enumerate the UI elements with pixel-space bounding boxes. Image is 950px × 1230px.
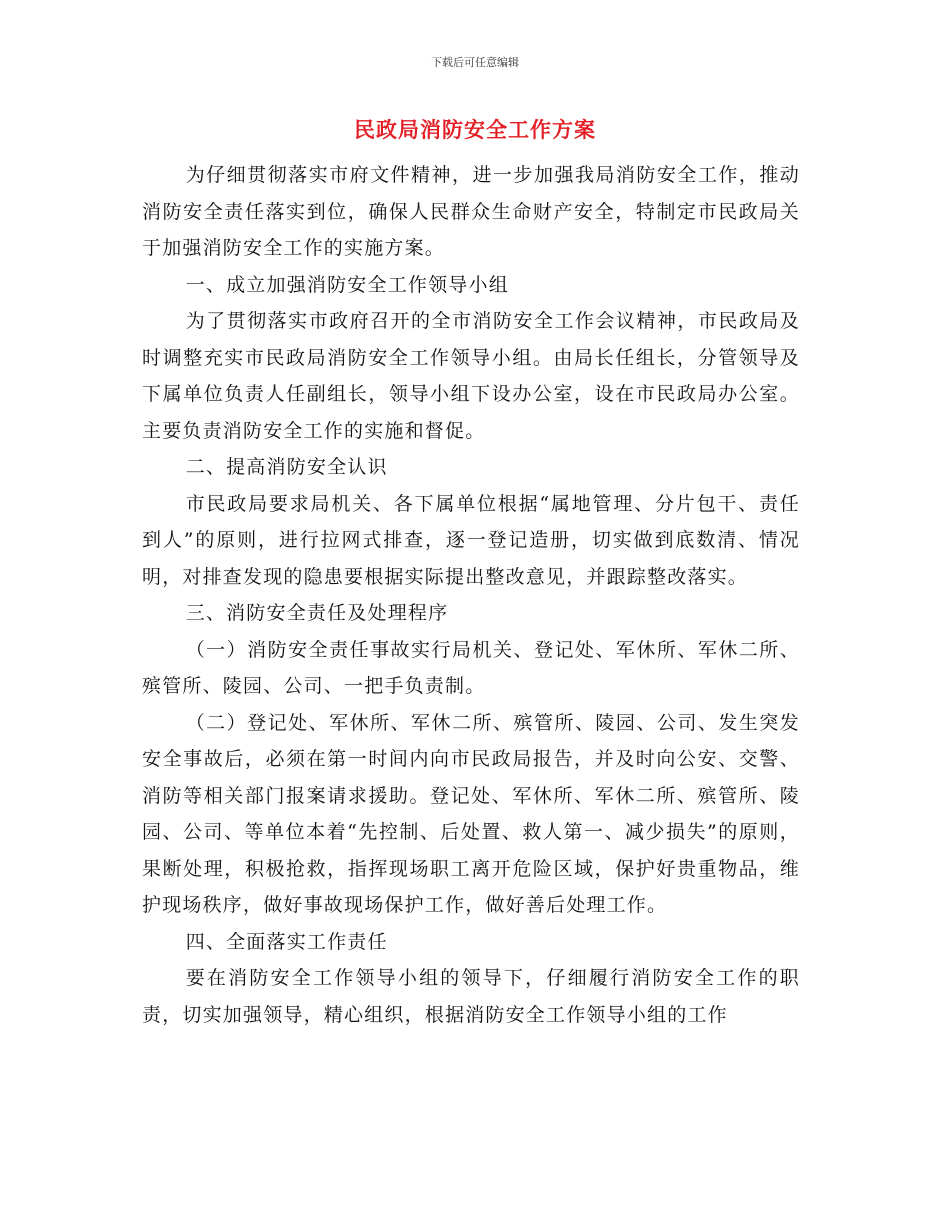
- paragraph-intro: 为仔细贯彻落实市府文件精神，进一步加强我局消防安全工作，推动消防安全责任落实到位，确保人民群众生命财产安全，特制定市民政局关于加强消防安全工作的实施方案。: [142, 164, 800, 259]
- paragraph-section-2: 市民政局要求局机关、各下属单位根据“属地管理、分片包干、责任到人”的原则，进行拉网式排查，逐一登记造册，切实做到底数清、情况明，对排查发现的隐患要根据实际提出整改意见，并跟踪整改落实。: [142, 492, 800, 588]
- paragraph-section-3-item-2: （二）登记处、军休所、军休二所、殡管所、陵园、公司、发生突发安全事故后，必须在第一时间内向市民政局报告，并及时向公安、交警、消防等相关部门报案请求援助。登记处、军休所、军休二所、殡管所、陵园、公司、等单位本着“先控制、后处置、救人第一、减少损失”的原则，果断处理，积极抢救，指挥现场职工离开危险区域，保护好贵重物品，维护现场秩序，做好事故现场保护工作，做好善后处理工作。: [142, 711, 800, 916]
- paragraph-section-3-item-1: （一）消防安全责任事故实行局机关、登记处、军休所、军休二所、殡管所、陵园、公司、一把手负责制。: [142, 638, 800, 697]
- document-title: 民政局消防安全工作方案: [354, 118, 596, 142]
- section-heading-4: 四、全面落实工作责任: [185, 930, 388, 953]
- paragraph-section-4: 要在消防安全工作领导小组的领导下，仔细履行消防安全工作的职责，切实加强领导，精心组织，根据消防安全工作领导小组的工作: [142, 967, 800, 1026]
- paragraph-section-1: 为了贯彻落实市政府召开的全市消防安全工作会议精神，市民政局及时调整充实市民政局消防安全工作领导小组。由局长任组长，分管领导及下属单位负责人任副组长，领导小组下设办公室，设在市民政局办公室。主要负责消防安全工作的实施和督促。: [142, 310, 800, 442]
- section-heading-3: 三、消防安全责任及处理程序: [185, 602, 449, 624]
- section-heading-2: 二、提高消防安全认识: [185, 456, 388, 478]
- header-note: 下载后可任意编辑: [431, 56, 519, 69]
- section-heading-1: 一、成立加强消防安全工作领导小组: [185, 273, 509, 296]
- document-body: [142, 157, 800, 1033]
